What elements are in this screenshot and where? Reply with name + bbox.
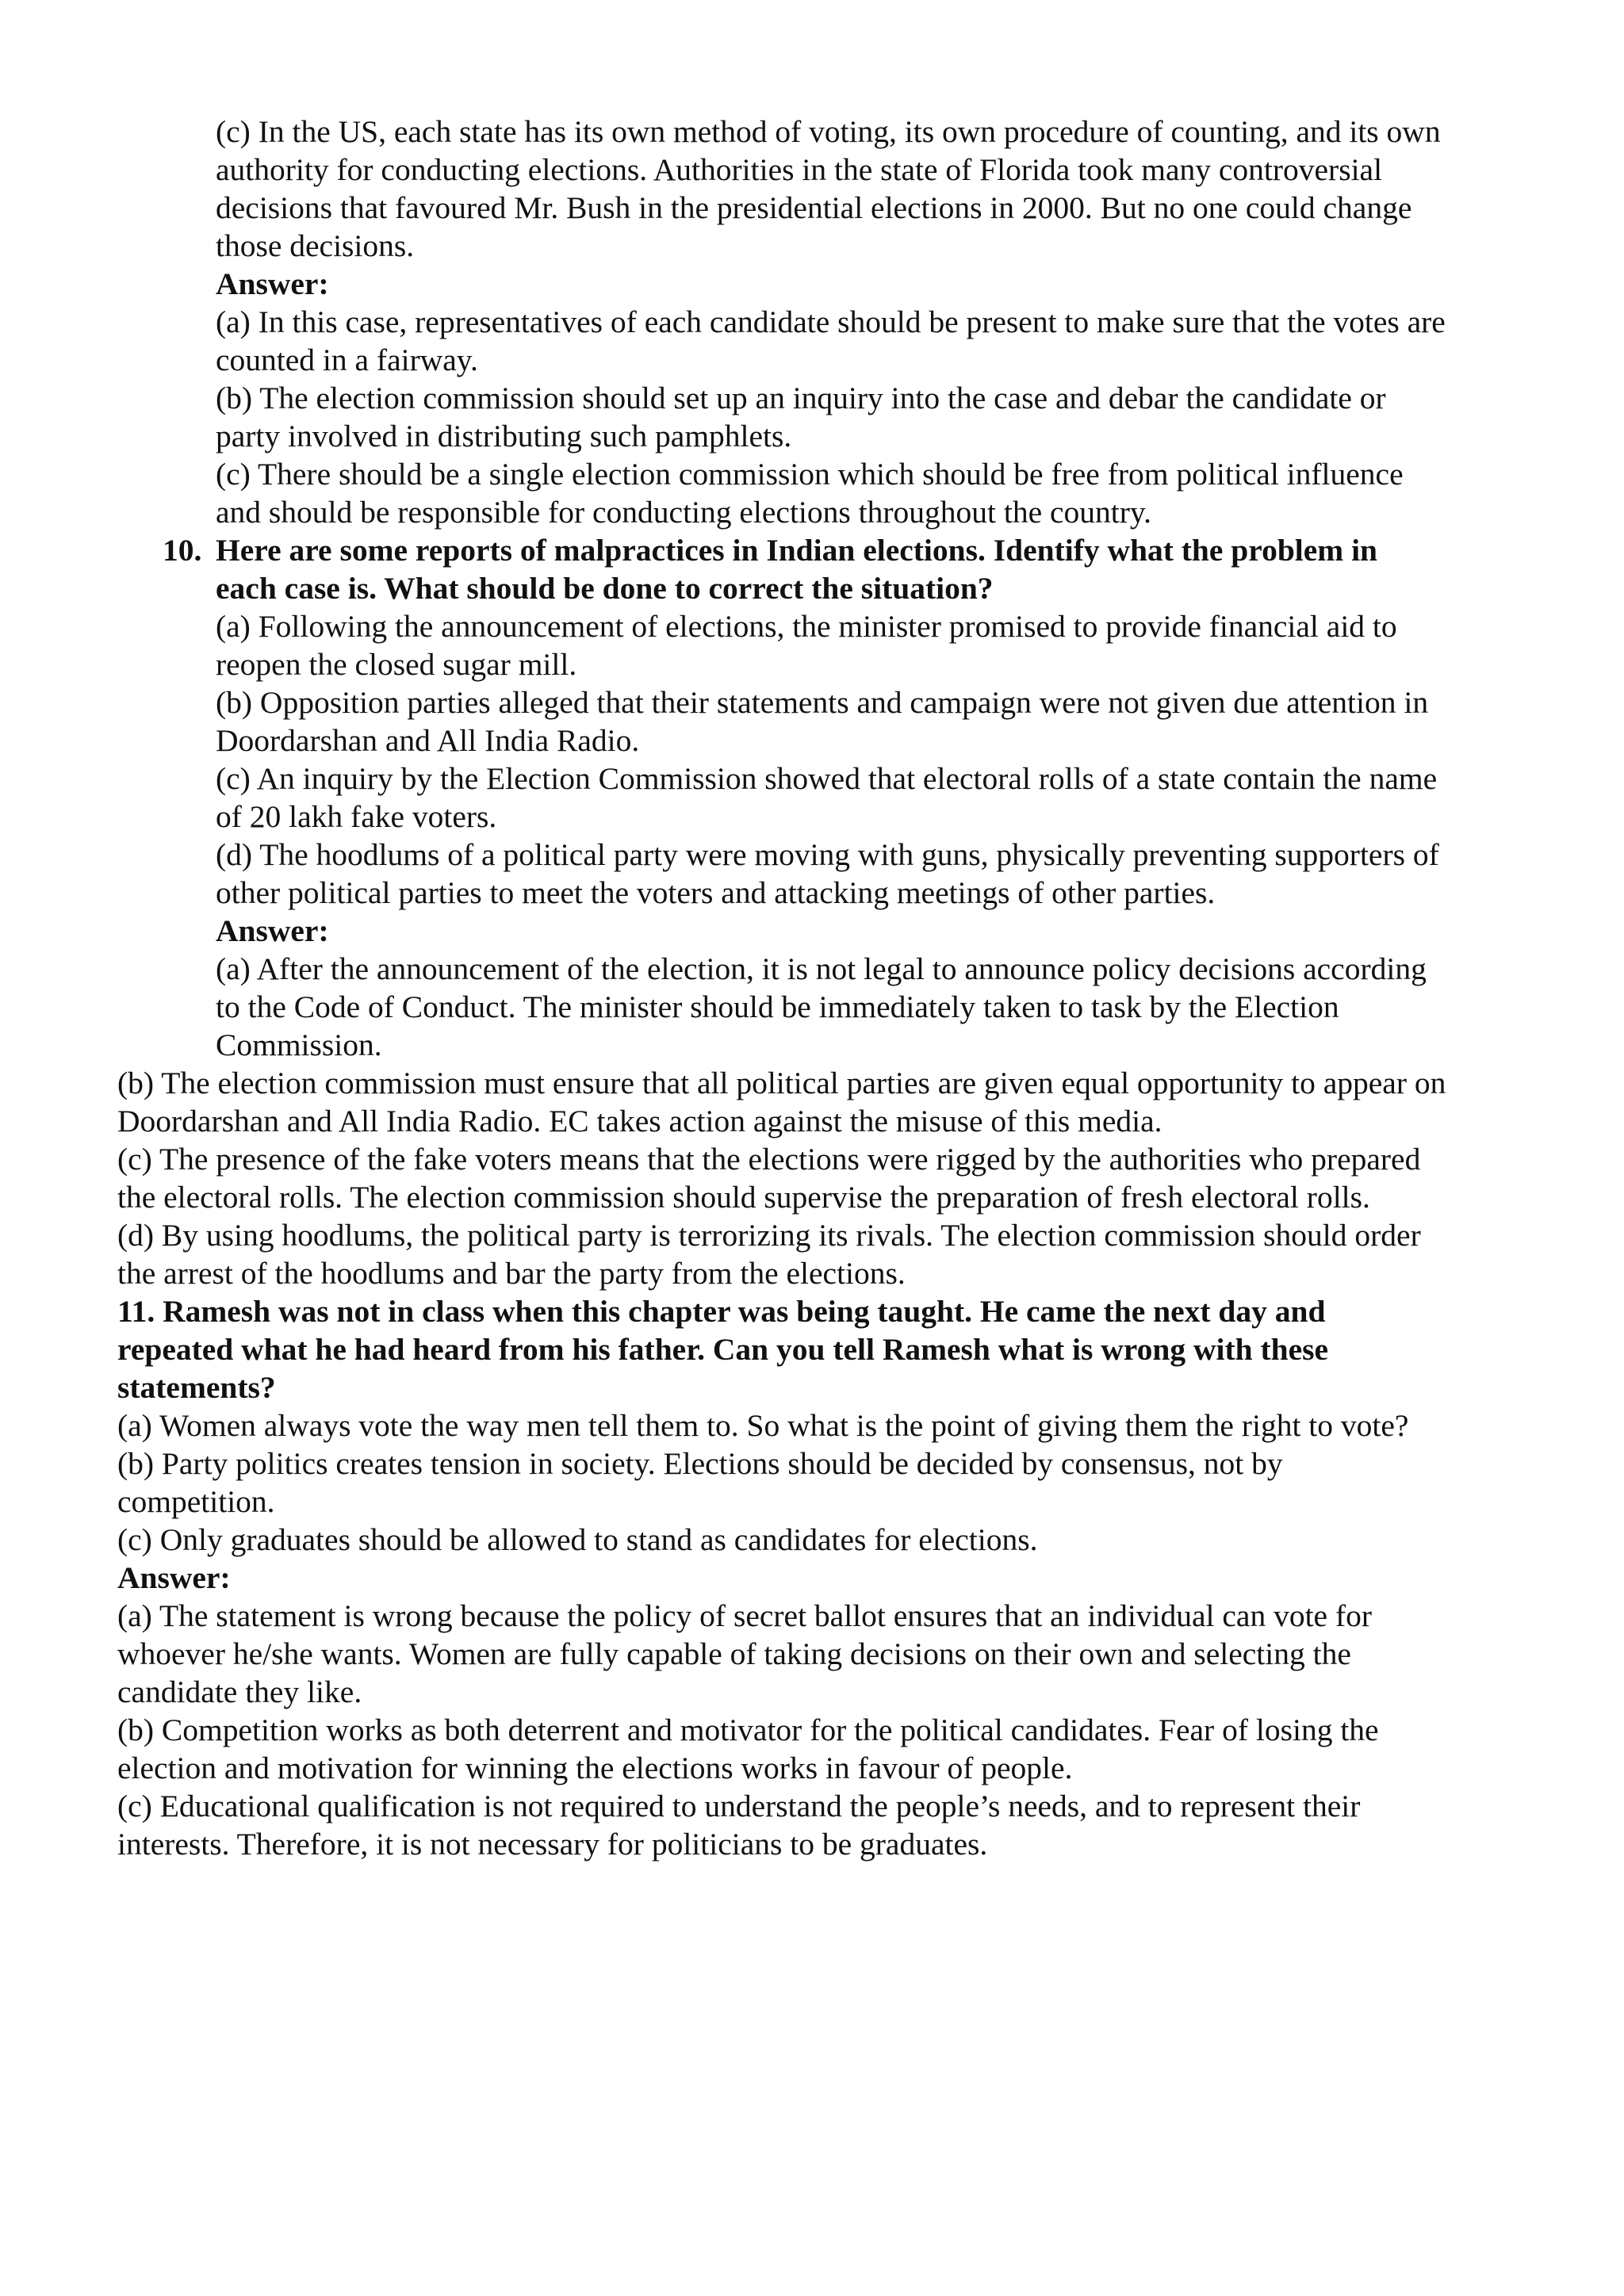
q11-answers — [0, 1597, 1624, 1863]
text-line: (c) The presence of the fake voters means that the elections were rigged by the authorities who prepared — [117, 1142, 1421, 1177]
q11-parts — [0, 1406, 1624, 1559]
question-line — [0, 531, 1624, 569]
q10-parts — [0, 607, 1624, 912]
question-line: 11. Ramesh was not in class when this chapter was being taught. He came the next day and — [117, 1294, 1326, 1329]
q10-answer-label: Answer: — [216, 913, 329, 948]
question-text: Here are some reports of malpractices in Indian elections. Identify what the problem in — [216, 533, 1378, 568]
text-line: (b) Competition works as both deterrent and motivator for the political candidates. Fear of losing the — [117, 1712, 1379, 1747]
text-line: counted in a fairway. — [216, 342, 478, 377]
text-line: (c) Only graduates should be allowed to stand as candidates for elections. — [117, 1522, 1038, 1557]
text-line: (b) Party politics creates tension in society. Elections should be decided by consensus, not by — [117, 1446, 1283, 1481]
question-line: repeated what he had heard from his father. Can you tell Ramesh what is wrong with these — [117, 1332, 1328, 1367]
text-line: competition. — [117, 1484, 275, 1519]
q10-answers — [0, 950, 1624, 1292]
text-line: (c) There should be a single election commission which should be free from political influence — [216, 457, 1404, 492]
document-page — [0, 113, 1624, 1863]
text-line: interests. Therefore, it is not necessary for politicians to be graduates. — [117, 1827, 988, 1862]
question-line: statements? — [117, 1370, 276, 1405]
text-line: (a) The statement is wrong because the policy of secret ballot ensures that an individual can vote for — [117, 1598, 1373, 1633]
text-line: Doordarshan and All India Radio. EC takes action against the misuse of this media. — [117, 1104, 1162, 1138]
text-line: (d) The hoodlums of a political party were moving with guns, physically preventing supporters of — [216, 837, 1439, 872]
text-line: election and motivation for winning the elections works in favour of people. — [117, 1751, 1073, 1785]
text-line: those decisions. — [216, 228, 415, 263]
question-number: 10. — [163, 533, 202, 568]
text-line: (a) Following the announcement of elections, the minister promised to provide financial aid to — [216, 609, 1397, 644]
text-line: Commission. — [216, 1027, 382, 1062]
text-line: party involved in distributing such pamphlets. — [216, 419, 792, 453]
text-line: (b) Opposition parties alleged that their statements and campaign were not given due attention in — [216, 685, 1429, 720]
q9-part-c — [0, 113, 1624, 265]
text-line: Doordarshan and All India Radio. — [216, 723, 640, 758]
q10-question — [0, 531, 1624, 607]
text-line: decisions that favoured Mr. Bush in the presidential elections in 2000. But no one could change — [216, 190, 1412, 225]
text-line: (c) An inquiry by the Election Commission showed that electoral rolls of a state contain the name — [216, 761, 1438, 796]
text-line: authority for conducting elections. Authorities in the state of Florida took many controversial — [216, 152, 1383, 187]
q9-answers — [0, 303, 1624, 531]
text-line: whoever he/she wants. Women are fully capable of taking decisions on their own and selecting the — [117, 1636, 1351, 1671]
text-line: (c) Educational qualification is not required to understand the people’s needs, and to represent their — [117, 1789, 1361, 1823]
text-line: of 20 lakh fake voters. — [216, 799, 497, 834]
question-line: each case is. What should be done to correct the situation? — [216, 571, 994, 606]
q11-question — [0, 1292, 1624, 1406]
text-line: to the Code of Conduct. The minister should be immediately taken to task by the Election — [216, 989, 1339, 1024]
text-line: (a) Women always vote the way men tell them to. So what is the point of giving them the right to vote? — [117, 1408, 1409, 1443]
text-line: (b) The election commission should set up an inquiry into the case and debar the candidate or — [216, 381, 1386, 415]
text-line: candidate they like. — [117, 1674, 362, 1709]
text-line: (a) In this case, representatives of each candidate should be present to make sure that the votes are — [216, 304, 1446, 339]
text-line: (a) After the announcement of the election, it is not legal to announce policy decisions according — [216, 951, 1427, 986]
text-line: (d) By using hoodlums, the political party is terrorizing its rivals. The election commission should order — [117, 1218, 1421, 1253]
text-line: (b) The election commission must ensure that all political parties are given equal opportunity to appear on — [117, 1066, 1446, 1100]
text-line: (c) In the US, each state has its own method of voting, its own procedure of counting, and its own — [216, 114, 1441, 149]
text-line: the arrest of the hoodlums and bar the party from the elections. — [117, 1256, 906, 1291]
text-line: the electoral rolls. The election commission should supervise the preparation of fresh electoral rolls. — [117, 1180, 1370, 1215]
text-line: reopen the closed sugar mill. — [216, 647, 577, 682]
q11-answer-label: Answer: — [117, 1560, 231, 1595]
text-line: other political parties to meet the voters and attacking meetings of other parties. — [216, 875, 1216, 910]
text-line: and should be responsible for conducting elections throughout the country. — [216, 495, 1151, 530]
q9-answer-label: Answer: — [216, 266, 329, 301]
